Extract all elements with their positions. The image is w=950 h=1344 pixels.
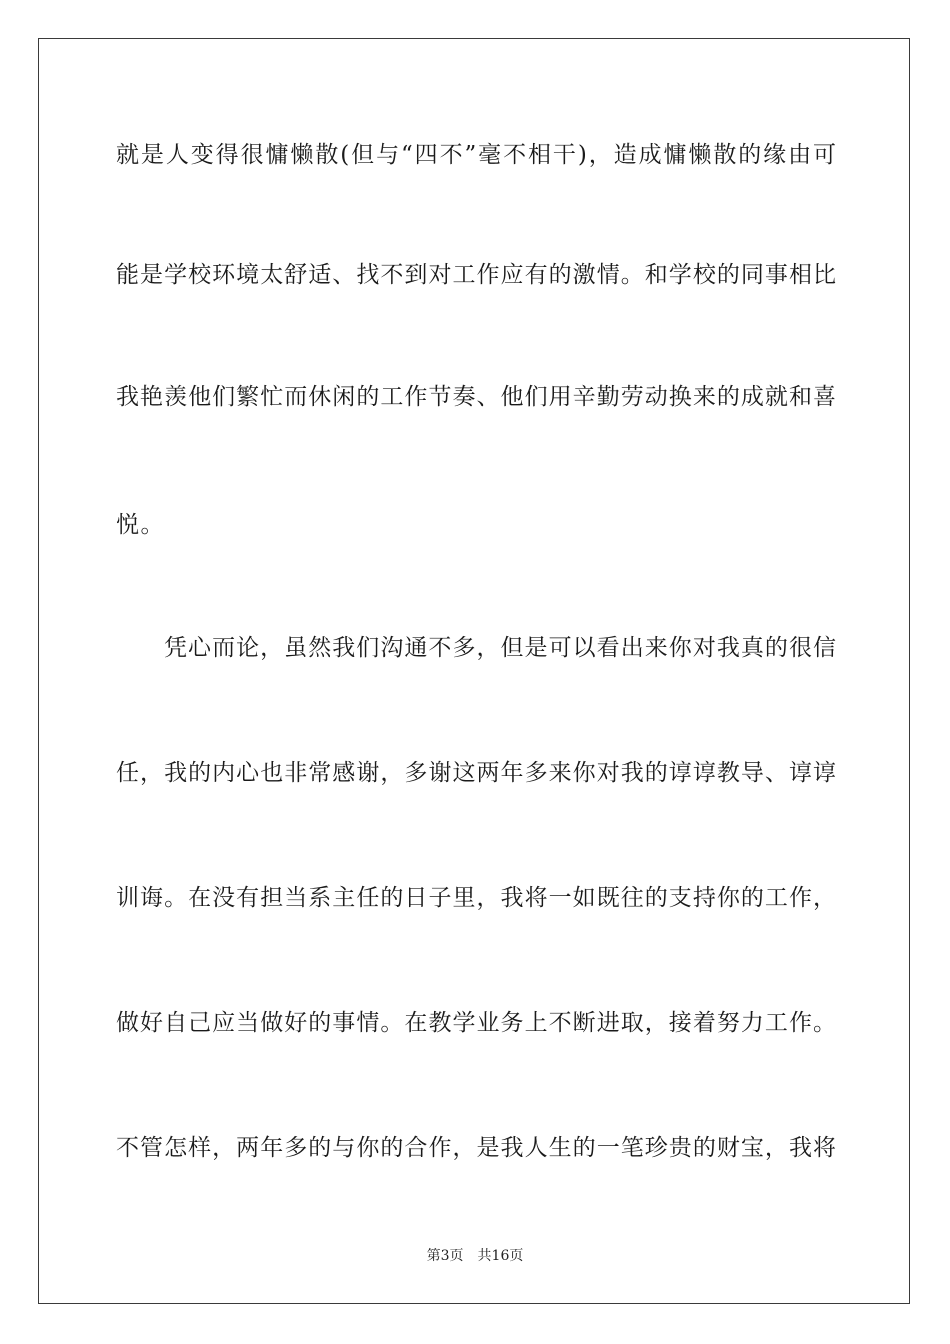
- body-line-4: 悦。: [116, 512, 165, 538]
- page-number-total: 共16页: [477, 1248, 524, 1264]
- body-line-5: 凭心而论，虽然我们沟通不多，但是可以看出来你对我真的很信: [164, 635, 836, 661]
- body-line-3: 我艳羡他们繁忙而休闲的工作节奏、他们用辛勤劳动换来的成就和喜: [116, 384, 836, 410]
- page-border: [38, 38, 910, 1304]
- body-line-7: 训诲。在没有担当系主任的日子里，我将一如既往的支持你的工作，: [116, 885, 836, 911]
- page-footer: [0, 1246, 950, 1266]
- page-number-current: 第3页: [426, 1248, 464, 1264]
- body-line-2: 能是学校环境太舒适、找不到对工作应有的激情。和学校的同事相比: [116, 262, 836, 288]
- body-line-9: 不管怎样，两年多的与你的合作，是我人生的一笔珍贵的财宝，我将: [116, 1135, 836, 1161]
- body-line-8: 做好自己应当做好的事情。在教学业务上不断进取，接着努力工作。: [116, 1010, 836, 1036]
- body-line-6: 任，我的内心也非常感谢，多谢这两年多来你对我的谆谆教导、谆谆: [116, 760, 836, 786]
- body-line-1: 就是人变得很慵懒散(但与“四不”毫不相干)，造成慵懒散的缘由可: [116, 142, 836, 168]
